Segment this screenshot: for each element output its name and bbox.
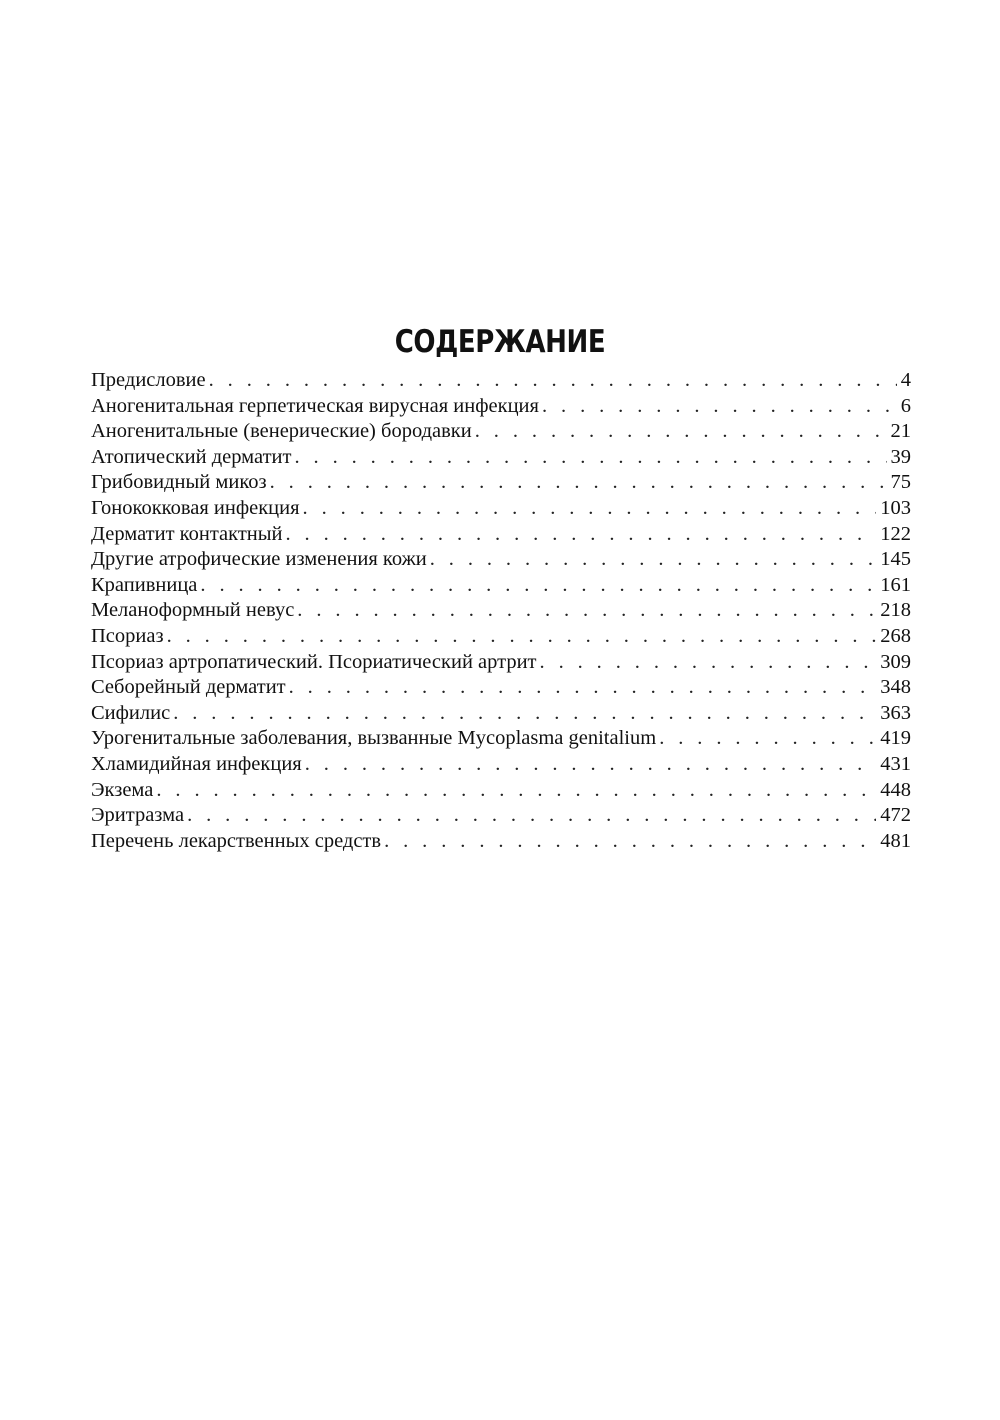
toc-dot-leader [286,522,877,548]
toc-page-number: 481 [880,829,911,852]
toc-dot-leader [289,675,877,701]
toc-page-number: 419 [880,727,911,750]
toc-dot-leader [200,573,876,599]
toc-page-number: 21 [890,420,911,443]
toc-entry-title: Экзема [91,778,154,801]
toc-dot-leader [167,624,877,650]
toc-page-number: 448 [880,778,911,801]
toc-entry-title: Другие атрофические изменения кожи [91,548,427,571]
toc-dot-leader [303,496,877,522]
toc-entry-title: Предисловие [91,369,206,391]
toc-entry [91,803,911,829]
toc-entry-title: Псориаз [91,624,164,647]
toc-page-number: 6 [900,394,911,417]
toc-entry-title: Меланоформный невус [91,599,295,622]
toc-entry-title: Атопический дерматит [91,445,292,468]
toc-entry-title: Аногенитальная герпетическая вирусная инфекция [91,394,539,417]
toc-page-number: 145 [880,548,911,571]
toc-entry [91,573,911,599]
toc-dot-leader [305,752,877,778]
toc-entry [91,726,911,752]
toc-entry-title: Себорейный дерматит [91,676,286,699]
toc-entry [91,470,911,496]
toc-entry-title: Аногенитальные (венерические) бородавки [91,420,472,443]
toc-entry [91,394,911,420]
toc-dot-leader [294,445,886,471]
toc-dot-leader [430,547,877,573]
toc-dot-leader [659,726,876,752]
table-of-contents [91,368,911,854]
toc-entry [91,419,911,445]
toc-page-number: 103 [880,496,911,519]
toc-entry [91,598,911,624]
toc-page-number: 122 [880,522,911,545]
toc-entry-title: Крапивница [91,573,198,596]
toc-dot-leader [173,701,876,727]
toc-entry [91,650,911,676]
toc-page-number: 431 [880,752,911,775]
toc-dot-leader [475,419,887,445]
toc-page-number: 363 [880,701,911,724]
toc-page-number: 268 [880,624,911,647]
toc-entry [91,701,911,727]
toc-entry-title: Эритразма [91,804,185,827]
toc-entry [91,368,911,394]
toc-page-number: 348 [880,676,911,699]
toc-page-number: 472 [880,804,911,827]
toc-dot-leader [297,598,876,624]
toc-entry [91,496,911,522]
toc-page-number: 4 [900,369,911,391]
toc-page-number: 39 [890,445,911,468]
toc-entry [91,778,911,804]
toc-entry-title: Перечень лекарственных средств [91,829,382,852]
toc-entry [91,752,911,778]
toc-entry-title: Псориаз артропатический. Псориатический артрит [91,650,537,673]
toc-entry [91,829,911,855]
toc-entry [91,547,911,573]
toc-dot-leader [209,368,897,394]
toc-entry-title: Гонококковая инфекция [91,496,300,519]
toc-entry-title: Хламидийная инфекция [91,752,302,775]
toc-dot-leader [187,803,876,829]
toc-entry [91,522,911,548]
toc-entry-title: Грибовидный микоз [91,471,267,494]
toc-page-number: 218 [880,599,911,622]
toc-entry [91,445,911,471]
page-title: СОДЕРЖАНИЕ [394,324,606,360]
toc-page-number: 161 [880,573,911,596]
toc-dot-leader [384,829,876,855]
toc-entry-title: Сифилис [91,701,171,724]
toc-entry-title: Дерматит контактный [91,522,283,545]
toc-entry-title: Урогенитальные заболевания, вызванные Mycoplasma genitalium [91,727,657,750]
toc-dot-leader [540,650,877,676]
toc-dot-leader [156,778,876,804]
toc-page-number: 309 [880,650,911,673]
toc-dot-leader [270,470,887,496]
toc-page-number: 75 [890,471,911,494]
toc-dot-leader [542,394,897,420]
toc-entry [91,675,911,701]
toc-entry [91,624,911,650]
